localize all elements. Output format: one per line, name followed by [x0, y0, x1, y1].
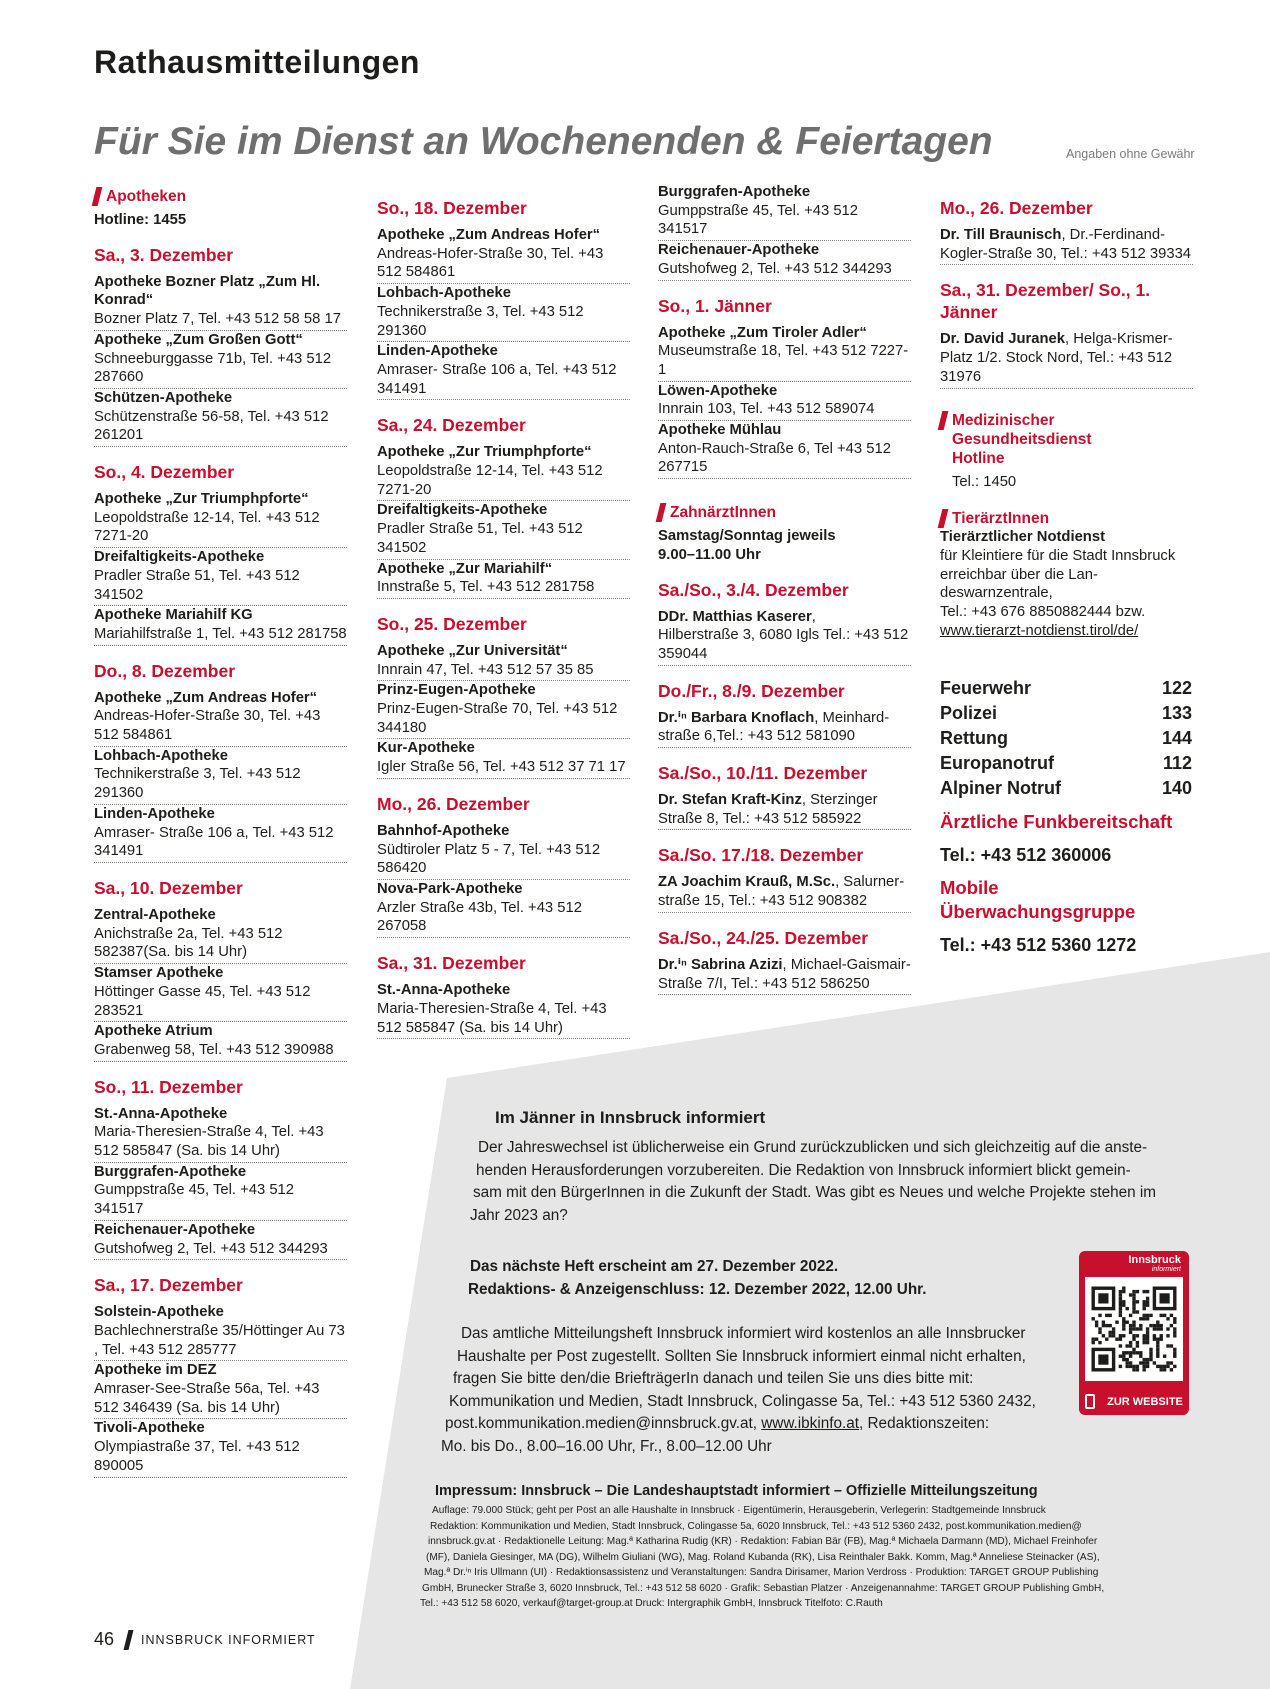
vet-title: Tierärztlicher Notdienst [940, 529, 1105, 546]
pharmacy-entry [377, 560, 630, 599]
next-issue-date: Das nächste Heft erscheint am 27. Dezember 2022. [470, 1258, 839, 1275]
info-line: Das amtliche Mitteilungsheft Innsbruck informiert wird kostenlos an alle Innsbrucker [461, 1325, 1026, 1342]
pharmacy-name: Dreifaltigkeits-Apotheke [94, 549, 265, 566]
pharmacy-entry [94, 964, 347, 1022]
person-name: Dr.ⁱⁿ Sabrina Azizi [658, 956, 783, 973]
emergency-number: 140 [1161, 778, 1192, 799]
on-call-line [658, 608, 911, 627]
person-details: , Sterzinger [801, 792, 878, 809]
office-hours: Mo. bis Do., 8.00–16.00 Uhr, Fr., 8.00–12.00 Uhr [441, 1437, 772, 1455]
radio-service-phone: Tel.: +43 512 360006 [940, 845, 1112, 866]
doctor-schedule [940, 197, 1193, 389]
qr-code-image [1085, 1277, 1183, 1381]
pharmacy-entry [377, 501, 630, 559]
pharmacy-entry [94, 1361, 347, 1419]
person-name: DDr. Matthias Kaserer [658, 608, 812, 625]
pharmacy-address: Südtiroler Platz 5 - 7, Tel. +43 512 586420 [377, 841, 601, 877]
pharmacy-name: Burggrafen-Apotheke [658, 184, 811, 200]
notice-line: sam mit den BürgerInnen in die Zukunft der Stadt. Was gibt es Neues und welche Projekte stehen im [473, 1184, 1157, 1202]
pharmacy-name: Apotheke im DEZ [94, 1362, 217, 1379]
pharmacy-address: Amraser- Straße 106 a, Tel. +43 512 341491 [377, 361, 617, 397]
pharmacy-name: Apotheke Atrium [94, 1023, 213, 1040]
pharmacy-entry [377, 822, 630, 880]
on-call-line [658, 956, 911, 975]
medical-hotline-phone: Tel.: 1450 [952, 473, 1017, 490]
pharmacy-entry [94, 1303, 347, 1361]
pharmacy-entry [94, 805, 347, 863]
pharmacy-address: Technikerstraße 3, Tel. +43 512 291360 [94, 766, 301, 802]
pharmacy-name: Nova-Park-Apotheke [377, 880, 523, 897]
date-heading: Sa., 31. Dezember/ So., 1. Jänner [940, 280, 1151, 323]
pharmacy-address: Leopoldstraße 12-14, Tel. +43 512 7271-20 [377, 463, 603, 498]
person-details: , Helga-Krismer-Platz 1/2. Stock Nord, Tel.: +43 512 31976 [940, 331, 1173, 385]
info-line-email: post.kommunikation.medien@innsbruck.gv.at, www.ibkinfo.at, Redaktionszeiten: [445, 1415, 990, 1433]
category-medical-hotline: Medizinischer Gesundheitsdienst Hotline [940, 411, 1193, 468]
pharmacy-address: Anichstraße 2a, Tel. +43 512 582387(Sa. bis 14 Uhr) [94, 925, 283, 961]
person-address: Straße 8, Tel.: +43 512 585922 [658, 810, 862, 827]
emergency-number: 122 [1161, 678, 1192, 699]
slash-icon [656, 503, 667, 522]
pharmacy-address: Pradler Straße 51, Tel. +43 512 341502 [94, 567, 300, 603]
pharmacy-name: Stamser Apotheke [94, 965, 224, 982]
pharmacy-entry [94, 1163, 347, 1221]
pharmacy-name: Linden-Apotheke [377, 343, 498, 360]
category-dentists: ZahnärztInnen [658, 503, 911, 522]
on-call-line [658, 709, 911, 728]
pharmacy-name: Apotheke Mühlau [658, 422, 782, 439]
pharmacy-address: Gumppstraße 45, Tel. +43 512 341517 [658, 202, 859, 238]
pharmacy-schedule-continued [658, 183, 911, 281]
on-call-line [940, 330, 1193, 386]
pharmacy-entry [377, 642, 630, 681]
pharmacy-name: Tivoli-Apotheke [94, 1420, 205, 1437]
qr-code-card[interactable] [1079, 1251, 1189, 1415]
on-call-line [658, 791, 911, 810]
pharmacy-entry [94, 689, 347, 747]
category-pharmacies: Apotheken [94, 187, 347, 206]
pharmacy-entry [94, 1221, 347, 1260]
pharmacy-entry [94, 331, 347, 389]
imprint-line: (MF), Daniela Giesinger, MA (DG), Wilhelm Giuliani (WG), Mag. Roland Kubanda (RK), Lisa Reinthaler Bakk. Komm, Mag.ª Anneliese Steinacker (AS), [426, 1551, 1100, 1563]
pharmacy-address: Andreas-Hofer-Straße 30, Tel. +43 512 584861 [377, 245, 604, 281]
imprint-line: Tel.: +43 512 58 6020, verkauf@target-group.at Druck: Intergraphik GmbH, Innsbruck Titelfoto: C.Rauth [420, 1598, 883, 1609]
date-heading: Sa., 10. Dezember [94, 877, 243, 898]
on-call-line [940, 226, 1193, 263]
dentist-hours-time: 9.00–11.00 Uhr [658, 546, 761, 563]
person-name: Dr.ⁱⁿ Barbara Knoflach [658, 709, 815, 726]
emergency-label: Polizei [940, 703, 998, 724]
pharmacy-address: Museumstraße 18, Tel. +43 512 7227-1 [658, 343, 909, 378]
emergency-label: Rettung [940, 728, 1008, 749]
pharmacy-schedule [94, 244, 347, 1478]
qr-code-icon [1085, 1277, 1183, 1381]
pharmacy-address: Schneeburggasse 71b, Tel. +43 512 287660 [94, 350, 332, 386]
page-footer [94, 1629, 316, 1650]
date-heading: So., 11. Dezember [94, 1076, 243, 1097]
date-heading: So., 4. Dezember [94, 462, 235, 483]
pharmacy-entry [377, 226, 630, 284]
emergency-row [940, 701, 1192, 726]
pharmacy-name: Schützen-Apotheke [94, 389, 233, 406]
next-issue [470, 1256, 927, 1301]
page-title: Für Sie im Dienst an Wochenenden & Feiertagen [94, 120, 993, 163]
pharmacy-address: Maria-Theresien-Straße 4, Tel. +43 512 585847 (Sa. bis 14 Uhr) [377, 1000, 607, 1036]
pharmacy-entry [377, 981, 630, 1039]
pharmacy-address: Bachlechnerstraße 35/Höttinger Au 73 , Tel. +43 512 285777 [94, 1322, 345, 1358]
pharmacy-address: Amraser- Straße 106 a, Tel. +43 512 341491 [94, 824, 334, 860]
slash-icon [938, 411, 949, 430]
on-call-entry [658, 709, 911, 748]
imprint-line: Mag.ª Dr.ⁱⁿ Iris Ullmann (UI) · Redaktionsassistenz und Veranstaltungen: Sandra Dirisamer, Marion Verdross · Produktion: TARGET GROUP Publishing [424, 1567, 1099, 1578]
pharmacy-name: Apotheke „Zur Universität“ [377, 642, 568, 659]
pharmacy-schedule-january [658, 295, 911, 480]
on-call-entry [658, 608, 911, 666]
date-heading: Sa., 3. Dezember [94, 244, 234, 265]
pharmacy-address: Höttinger Gasse 45, Tel. +43 512 283521 [94, 983, 311, 1019]
pharmacy-address: Innrain 47, Tel. +43 512 57 35 85 [377, 661, 594, 678]
date-heading: Sa./So., 10./11. Dezember [658, 763, 868, 784]
disclaimer: Angaben ohne Gewähr [1066, 147, 1195, 161]
phone-icon [1085, 1394, 1095, 1409]
column-doctors-emergency [940, 183, 1193, 957]
pharmacy-address: Mariahilfstraße 1, Tel. +43 512 281758 [94, 625, 347, 642]
pharmacy-name: Apotheke „Zur Triumphpforte“ [94, 491, 309, 508]
date-heading: Sa., 24. Dezember [377, 415, 526, 436]
pharmacy-name: Prinz-Eugen-Apotheke [377, 682, 536, 699]
person-details: , Meinhard- [814, 709, 890, 726]
pharmacy-address: Innstraße 5, Tel. +43 512 281758 [377, 579, 595, 596]
person-address: straße 6,Tel.: +43 512 581090 [658, 728, 856, 745]
pharmacy-name: St.-Anna-Apotheke [377, 982, 511, 999]
pharmacy-address: Gumppstraße 45, Tel. +43 512 341517 [94, 1182, 295, 1218]
emergency-label: Feuerwehr [940, 678, 1032, 699]
emergency-row [940, 726, 1192, 751]
date-heading: Sa./So. 17./18. Dezember [658, 845, 864, 866]
pharmacy-name: Apotheke „Zum Andreas Hofer“ [377, 227, 601, 243]
pharmacy-address: Igler Straße 56, Tel. +43 512 37 71 17 [377, 759, 626, 776]
pharmacy-name: Apotheke Bozner Platz „Zum Hl. Konrad“ [94, 273, 321, 309]
person-address: Hilberstraße 3, 6080 Igls Tel.: +43 512 359044 [658, 627, 909, 662]
pharmacy-entry [658, 382, 911, 421]
pharmacy-address: Amraser-See-Straße 56a, Tel. +43 512 346439 (Sa. bis 14 Uhr) [94, 1381, 320, 1416]
emergency-label: Europanotruf [940, 753, 1054, 774]
pharmacy-entry [377, 443, 630, 501]
pharmacy-name: Lohbach-Apotheke [94, 747, 228, 764]
date-heading: Sa., 31. Dezember [377, 953, 526, 974]
pharmacy-entry [94, 548, 347, 606]
pharmacy-name: Apotheke „Zum Andreas Hofer“ [94, 689, 318, 706]
pharmacy-name: Reichenauer-Apotheke [658, 242, 820, 259]
publication-name: INNSBRUCK INFORMIERT [141, 1632, 316, 1647]
deadline: Redaktions- & Anzeigenschluss: 12. Dezember 2022, 12.00 Uhr. [468, 1280, 927, 1298]
person-details: , Dr.-Ferdinand-Kogler-Straße 30, Tel.: +43 512 39334 [940, 227, 1192, 262]
category-vets: TierärztInnen [940, 509, 1193, 528]
emergency-number: 133 [1161, 703, 1192, 724]
vet-text: für Kleintiere für die Stadt Innsbruck erreichbar über die Lan-deswarnzentrale, [940, 547, 1176, 602]
date-heading: Do./Fr., 8./9. Dezember [658, 680, 845, 701]
dentist-hours: Samstag/Sonntag jeweils [658, 528, 836, 545]
notice-line: Jahr 2023 an? [470, 1206, 568, 1224]
pharmacy-entry [658, 241, 911, 280]
emergency-number: 144 [1161, 728, 1192, 749]
on-call-entry [658, 956, 911, 995]
pharmacy-address: Arzler Straße 43b, Tel. +43 512 267058 [377, 899, 582, 935]
pharmacy-address: Innrain 103, Tel. +43 512 589074 [658, 401, 875, 418]
pharmacy-name: Dreifaltigkeits-Apotheke [377, 502, 548, 519]
emergency-number: 112 [1162, 753, 1192, 774]
pharmacy-address: Olympiastraße 37, Tel. +43 512 890005 [94, 1439, 300, 1474]
pharmacy-name: Apotheke Mariahilf KG [94, 607, 253, 624]
pharmacy-address: Schützenstraße 56-58, Tel. +43 512 261201 [94, 408, 329, 444]
imprint-title: Impressum: Innsbruck – Die Landeshauptstadt informiert – Offizielle Mitteilungszeitung [435, 1483, 1038, 1499]
pharmacy-name: Burggrafen-Apotheke [94, 1163, 247, 1180]
on-call-line [658, 873, 911, 892]
on-call-entry [940, 226, 1193, 265]
person-name: Dr. Stefan Kraft-Kinz [658, 792, 802, 809]
date-heading: Mo., 26. Dezember [940, 198, 1093, 218]
imprint-line: GmbH, Brunecker Straße 3, 6020 Innsbruck, Tel.: +43 512 58 6020 · Grafik: Sebastian Platzer · Anzeigenannahme: TARGET GROUP Publishing GmbH, [422, 1582, 1105, 1594]
date-heading: So., 18. Dezember [377, 198, 527, 218]
pharmacy-hotline: Hotline: 1455 [94, 212, 187, 228]
date-heading: So., 1. Jänner [658, 295, 772, 316]
pharmacy-name: Apotheke „Zur Triumphpforte“ [377, 444, 592, 461]
dentist-schedule [658, 579, 911, 996]
emergency-row [940, 776, 1192, 801]
emergency-label: Alpiner Notruf [940, 778, 1061, 799]
pharmacy-name: Lohbach-Apotheke [377, 285, 511, 302]
info-line: Haushalte per Post zugestellt. Sollten Sie Innsbruck informiert einmal nicht erhalten, [457, 1347, 1026, 1365]
pharmacy-entry [94, 1105, 347, 1163]
mobile-group-title: Mobile Überwachungsgruppe [940, 877, 1136, 923]
emergency-row [940, 751, 1192, 776]
pharmacy-entry [377, 880, 630, 938]
pharmacy-name: Apotheke „Zum Tiroler Adler“ [658, 324, 867, 341]
pharmacy-entry [377, 284, 630, 342]
pharmacy-name: Reichenauer-Apotheke [94, 1221, 256, 1238]
pharmacy-address: Technikerstraße 3, Tel. +43 512 291360 [377, 303, 584, 339]
pharmacy-name: Solstein-Apotheke [94, 1304, 224, 1321]
pharmacy-entry [94, 747, 347, 805]
pharmacy-name: Kur-Apotheke [377, 740, 475, 757]
mobile-group-phone: Tel.: +43 512 5360 1272 [940, 935, 1137, 956]
person-name: Dr. Till Braunisch [940, 227, 1062, 243]
pharmacy-entry [94, 1419, 347, 1477]
date-heading: Do., 8. Dezember [94, 660, 236, 681]
pharmacy-address: Leopoldstraße 12-14, Tel. +43 512 7271-20 [94, 509, 320, 545]
pharmacy-schedule [377, 197, 630, 1039]
page-number: 46 [94, 1629, 115, 1649]
pharmacy-address: Pradler Straße 51, Tel. +43 512 341502 [377, 521, 583, 556]
info-line: fragen Sie bitte den/die BriefträgerIn danach und teilen Sie uns dies bitte mit: [453, 1370, 974, 1388]
person-details: , [811, 608, 816, 625]
imprint-body [420, 1503, 1104, 1612]
pharmacy-entry [94, 490, 347, 548]
pharmacy-name: Löwen-Apotheke [658, 382, 778, 399]
info-line: Kommunikation und Medien, Stadt Innsbruck, Colingasse 5a, Tel.: +43 512 5360 2432, [449, 1392, 1036, 1410]
person-address: Straße 7/I, Tel.: +43 512 586250 [658, 975, 870, 992]
imprint-line: Redaktion: Kommunikation und Medien, Stadt Innsbruck, Colingasse 5a, 6020 Innsbruck, Tel.: +43 512 5360 2432, post.kommunikation.medien@ [430, 1520, 1082, 1532]
pharmacy-entry [377, 681, 630, 739]
pharmacy-name: Zentral-Apotheke [94, 906, 216, 923]
pharmacy-address: Gutshofweg 2, Tel. +43 512 344293 [94, 1240, 328, 1257]
pharmacy-address: Andreas-Hofer-Straße 30, Tel. +43 512 584861 [94, 708, 321, 744]
on-call-entry [940, 330, 1193, 388]
person-details: , Michael-Gaismair- [782, 956, 911, 973]
on-call-entry [658, 873, 911, 912]
person-name: ZA Joachim Krauß, M.Sc. [658, 874, 836, 891]
person-details: , Salurner- [835, 874, 905, 891]
pharmacy-name: Linden-Apotheke [94, 805, 215, 822]
slash-icon [938, 509, 949, 528]
pharmacy-address: Bozner Platz 7, Tel. +43 512 58 58 17 [94, 311, 341, 328]
pharmacy-address: Maria-Theresien-Straße 4, Tel. +43 512 585847 (Sa. bis 14 Uhr) [94, 1124, 324, 1160]
date-heading: So., 25. Dezember [377, 613, 527, 634]
person-address: straße 15, Tel.: +43 512 908382 [658, 893, 868, 910]
imprint-line: Auflage: 79.000 Stück; geht per Post an alle Haushalte in Innsbruck · Eigentümerin, Herausgeberin, Verlegerin: Stadtgemeinde Innsbruck [432, 1505, 1046, 1516]
pharmacy-name: Bahnhof-Apotheke [377, 822, 510, 839]
distribution-info [441, 1323, 1036, 1459]
person-name: Dr. David Juranek [940, 331, 1066, 348]
slash-icon [92, 187, 103, 206]
pharmacy-entry [94, 906, 347, 964]
notice-title: Im Jänner in Innsbruck informiert [495, 1108, 766, 1127]
column-pharmacies-dentists [658, 183, 911, 995]
column-pharmacies-1 [94, 183, 347, 1478]
pharmacy-entry [94, 606, 347, 645]
pharmacy-entry [94, 273, 347, 331]
pharmacy-name: St.-Anna-Apotheke [94, 1105, 228, 1122]
website-button[interactable]: ZUR WEBSITE [1079, 1394, 1189, 1409]
pharmacy-address: Grabenweg 58, Tel. +43 512 390988 [94, 1041, 334, 1058]
pharmacy-entry [377, 739, 630, 778]
website-link[interactable]: www.ibkinfo.at [761, 1415, 860, 1433]
on-call-entry [658, 791, 911, 830]
pharmacy-entry [658, 183, 911, 241]
pharmacy-entry [94, 389, 347, 447]
notice-line: Der Jahreswechsel ist üblicherweise ein Grund zurückzublicken und sich gleichzeitig auf die anste- [478, 1139, 1148, 1156]
emergency-numbers [940, 676, 1192, 801]
section-title: Rathausmitteilungen [94, 44, 420, 80]
date-heading: Mo., 26. Dezember [377, 793, 530, 814]
notice-line: henden Herausforderungen vorzubereiten. Die Redaktion von Innsbruck informiert blickt gemein- [476, 1161, 1131, 1179]
pharmacy-entry [658, 324, 911, 382]
radio-service-title: Ärztliche Funkbereitschaft [940, 811, 1173, 833]
vet-link[interactable]: www.tierarzt-notdienst.tirol/de/ [940, 622, 1139, 639]
date-heading: Sa./So., 24./25. Dezember [658, 927, 869, 948]
pharmacy-address: Anton-Rauch-Straße 6, Tel +43 512 267715 [658, 440, 891, 476]
notice-body [470, 1137, 1157, 1227]
vet-phone: Tel.: +43 676 8850882444 bzw. [940, 604, 1146, 621]
date-heading: Sa./So., 3./4. Dezember [658, 579, 849, 600]
date-heading: Sa., 17. Dezember [94, 1275, 243, 1296]
emergency-row [940, 676, 1192, 701]
imprint-line: innsbruck.gv.at · Redaktionelle Leitung: Mag.ª Katharina Rudig (KR) · Redaktion: Fabian Bär (FB), Mag.ª Michaela Darmann (MD), Michael Freinhofer [428, 1536, 1098, 1547]
column-pharmacies-2 [377, 183, 630, 1039]
pharmacy-name: Apotheke „Zum Großen Gott“ [94, 331, 303, 348]
slash-icon [124, 1630, 134, 1650]
qr-brand: Innsbruck informiert [1128, 1254, 1181, 1273]
pharmacy-entry [94, 1022, 347, 1061]
pharmacy-entry [658, 421, 911, 479]
pharmacy-address: Prinz-Eugen-Straße 70, Tel. +43 512 344180 [377, 701, 618, 736]
pharmacy-name: Apotheke „Zur Mariahilf“ [377, 560, 553, 577]
pharmacy-address: Gutshofweg 2, Tel. +43 512 344293 [658, 260, 892, 277]
pharmacy-entry [377, 342, 630, 400]
